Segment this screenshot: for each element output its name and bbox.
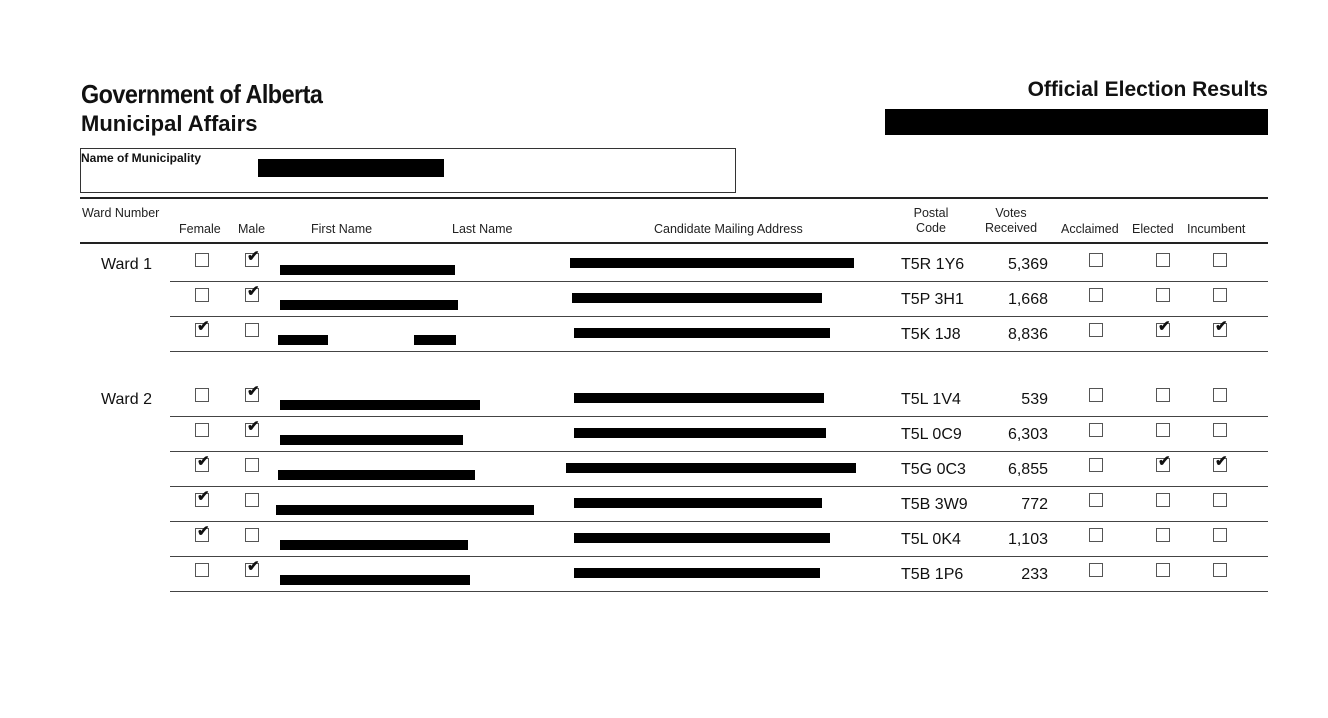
votes-received: 6,303 — [1007, 426, 1048, 443]
address-redaction — [566, 463, 856, 473]
male-checkbox[interactable] — [245, 283, 260, 302]
incumbent-checkbox[interactable] — [1213, 493, 1227, 507]
row-divider — [170, 591, 1268, 592]
acclaimed-checkbox[interactable] — [1089, 288, 1103, 302]
col-votes-received — [980, 206, 1042, 236]
address-redaction — [574, 498, 822, 508]
postal-code: T5P 3H1 — [901, 291, 964, 308]
municipality-name-redaction — [258, 159, 444, 177]
redaction-bar — [885, 109, 1268, 135]
female-checkbox[interactable] — [195, 288, 209, 302]
col-acclaimed: Acclaimed — [1061, 222, 1119, 236]
checkmark-icon: ✔ — [247, 418, 260, 435]
checkmark-icon: ✔ — [247, 283, 260, 300]
female-checkbox[interactable] — [195, 523, 210, 542]
name-redaction — [276, 505, 534, 515]
row-divider — [170, 486, 1268, 487]
incumbent-checkbox[interactable] — [1213, 563, 1227, 577]
acclaimed-checkbox[interactable] — [1089, 563, 1103, 577]
name-redaction — [280, 265, 455, 275]
votes-received: 233 — [1021, 566, 1048, 583]
elected-checkbox[interactable] — [1156, 493, 1170, 507]
incumbent-checkbox[interactable] — [1213, 423, 1227, 437]
acclaimed-checkbox[interactable] — [1089, 423, 1103, 437]
col-postal-line-1: Postal — [913, 206, 949, 220]
row-divider — [170, 521, 1268, 522]
col-postal-line-2: Code — [916, 221, 946, 235]
female-checkbox[interactable] — [195, 253, 209, 267]
female-checkbox[interactable] — [195, 388, 209, 402]
col-elected: Elected — [1132, 222, 1174, 236]
votes-received: 539 — [1021, 391, 1048, 408]
female-checkbox[interactable] — [195, 563, 209, 577]
votes-received: 8,836 — [1007, 326, 1048, 343]
elected-checkbox[interactable] — [1156, 528, 1170, 542]
name-redaction — [278, 335, 328, 345]
name-redaction — [278, 470, 475, 480]
checkmark-icon: ✔ — [1158, 318, 1171, 335]
acclaimed-checkbox[interactable] — [1089, 253, 1103, 267]
col-male: Male — [238, 222, 266, 236]
checkmark-icon: ✔ — [197, 318, 210, 335]
row-divider — [170, 556, 1268, 557]
elected-checkbox[interactable] — [1156, 288, 1170, 302]
checkmark-icon: ✔ — [1215, 453, 1228, 470]
postal-code: T5R 1Y6 — [901, 256, 965, 273]
elected-checkbox[interactable] — [1156, 388, 1170, 402]
checkmark-icon: ✔ — [247, 248, 260, 265]
incumbent-checkbox[interactable] — [1213, 388, 1227, 402]
incumbent-checkbox[interactable] — [1213, 318, 1228, 337]
male-checkbox[interactable] — [245, 493, 259, 507]
row-divider — [170, 316, 1268, 317]
postal-code: T5K 1J8 — [901, 326, 961, 343]
votes-received: 6,855 — [1007, 461, 1048, 478]
name-redaction — [414, 335, 456, 345]
postal-code: T5B 3W9 — [901, 496, 968, 513]
checkmark-icon: ✔ — [197, 453, 210, 470]
acclaimed-checkbox[interactable] — [1089, 388, 1103, 402]
male-checkbox[interactable] — [245, 323, 259, 337]
acclaimed-checkbox[interactable] — [1089, 493, 1103, 507]
col-incumbent: Incumbent — [1187, 222, 1246, 236]
female-checkbox[interactable] — [195, 488, 210, 507]
acclaimed-checkbox[interactable] — [1089, 323, 1103, 337]
elected-checkbox[interactable] — [1156, 423, 1170, 437]
col-female: Female — [179, 222, 221, 236]
municipality-label: Name of Municipality — [81, 151, 202, 165]
incumbent-checkbox[interactable] — [1213, 253, 1227, 267]
col-votes-line-2: Received — [984, 221, 1038, 235]
table-top-rule — [80, 197, 1268, 199]
postal-code: T5G 0C3 — [901, 461, 966, 478]
row-divider — [170, 281, 1268, 282]
name-redaction — [280, 435, 463, 445]
elected-checkbox[interactable] — [1156, 453, 1171, 472]
col-ward-number: Ward Number — [82, 206, 160, 220]
col-postal-code — [905, 206, 957, 236]
address-redaction — [570, 258, 854, 268]
male-checkbox[interactable] — [245, 248, 260, 267]
acclaimed-checkbox[interactable] — [1089, 458, 1103, 472]
col-last-name: Last Name — [452, 222, 513, 236]
row-divider — [170, 416, 1268, 417]
incumbent-checkbox[interactable] — [1213, 528, 1227, 542]
organization-title: Government of Alberta — [81, 79, 323, 109]
checkmark-icon: ✔ — [247, 383, 260, 400]
male-checkbox[interactable] — [245, 458, 259, 472]
incumbent-checkbox[interactable] — [1213, 453, 1228, 472]
female-checkbox[interactable] — [195, 453, 210, 472]
row-divider — [170, 451, 1268, 452]
col-votes-line-1: Votes — [995, 206, 1027, 220]
organization-department: Municipal Affairs — [81, 111, 258, 136]
col-address: Candidate Mailing Address — [654, 222, 803, 236]
address-redaction — [574, 533, 830, 543]
votes-received: 5,369 — [1007, 256, 1048, 273]
elected-checkbox[interactable] — [1156, 563, 1170, 577]
table-header-rule — [80, 242, 1268, 244]
name-redaction — [280, 540, 468, 550]
votes-received: 1,668 — [1007, 291, 1048, 308]
address-redaction — [574, 393, 824, 403]
postal-code: T5L 1V4 — [901, 391, 961, 408]
male-checkbox[interactable] — [245, 528, 259, 542]
checkmark-icon: ✔ — [197, 488, 210, 505]
postal-code: T5L 0K4 — [901, 531, 961, 548]
postal-code: T5L 0C9 — [901, 426, 962, 443]
name-redaction — [280, 300, 458, 310]
col-first-name: First Name — [311, 222, 373, 236]
address-redaction — [574, 328, 830, 338]
female-checkbox[interactable] — [195, 423, 209, 437]
postal-code: T5B 1P6 — [901, 566, 964, 583]
elected-checkbox[interactable] — [1156, 318, 1171, 337]
votes-received: 1,103 — [1007, 531, 1048, 548]
male-checkbox[interactable] — [245, 383, 260, 402]
male-checkbox[interactable] — [245, 558, 260, 577]
elected-checkbox[interactable] — [1156, 253, 1170, 267]
checkmark-icon: ✔ — [247, 558, 260, 575]
address-redaction — [574, 568, 820, 578]
male-checkbox[interactable] — [245, 418, 260, 437]
address-redaction — [574, 428, 826, 438]
ward-label: Ward 1 — [101, 256, 152, 273]
female-checkbox[interactable] — [195, 318, 210, 337]
name-redaction — [280, 400, 480, 410]
checkmark-icon: ✔ — [1215, 318, 1228, 335]
votes-received: 772 — [1021, 496, 1048, 513]
row-divider — [170, 351, 1268, 352]
incumbent-checkbox[interactable] — [1213, 288, 1227, 302]
ward-label: Ward 2 — [101, 391, 152, 408]
address-redaction — [572, 293, 822, 303]
checkmark-icon: ✔ — [197, 523, 210, 540]
document-title: Official Election Results — [1027, 78, 1268, 101]
acclaimed-checkbox[interactable] — [1089, 528, 1103, 542]
name-redaction — [280, 575, 470, 585]
checkmark-icon: ✔ — [1158, 453, 1171, 470]
